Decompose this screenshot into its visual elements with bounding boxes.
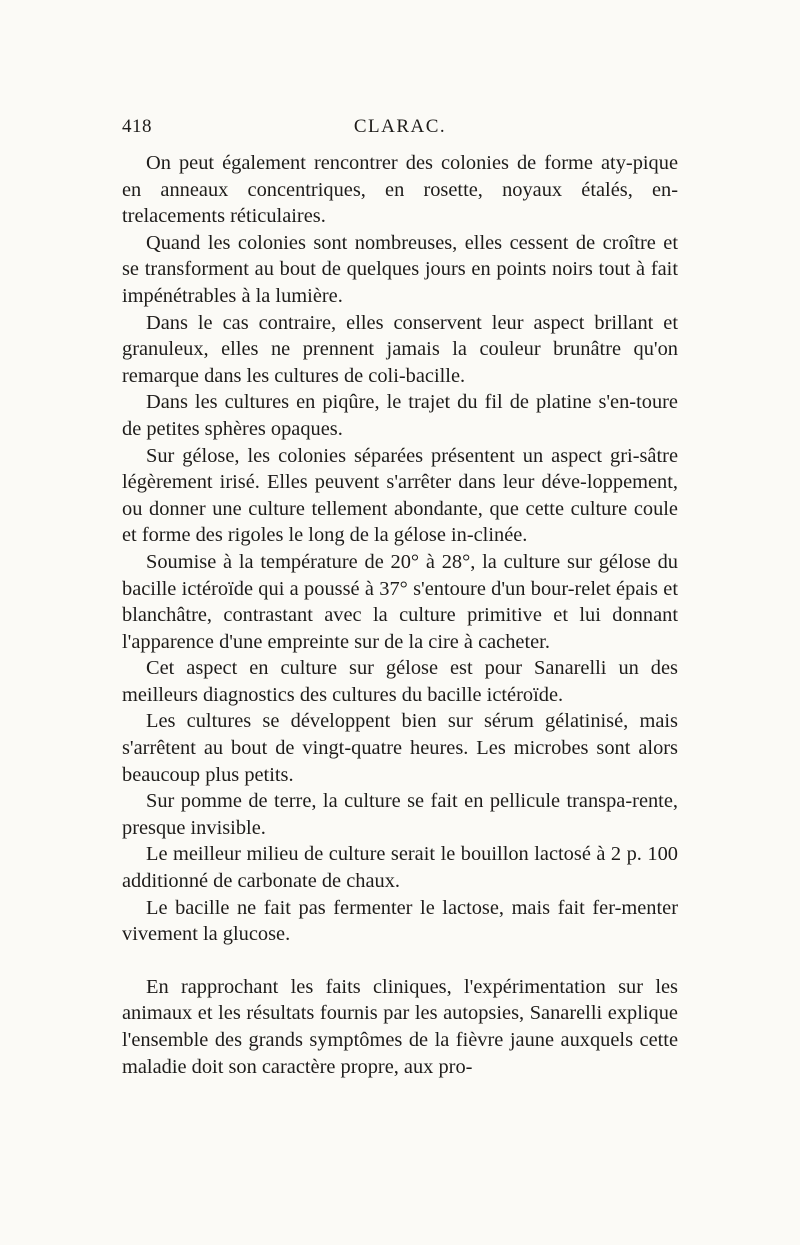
paragraph: Dans les cultures en piqûre, le trajet du fil de platine s'en-toure de petites sphères opaques. [122, 391, 678, 440]
paragraph: En rapprochant les faits cliniques, l'expérimentation sur les animaux et les résultats fournis par les autopsies, Sanarelli explique l'ensemble des grands symptômes de la fièvre jaune auxquels cette maladie doit son caractère propre, aux pro- [122, 975, 678, 1078]
paragraph: Dans le cas contraire, elles conservent leur aspect brillant et granuleux, elles ne prennent jamais la couleur brunâtre qu'on remarque dans les cultures de coli-bacille. [122, 311, 678, 387]
page-number: 418 [122, 116, 152, 137]
page-header [122, 116, 678, 144]
paragraph: On peut également rencontrer des colonies de forme aty-pique en anneaux concentriques, en rosette, noyaux étalés, en-trelacements réticulaires. [122, 152, 678, 228]
paragraph: Le bacille ne fait pas fermenter le lactose, mais fait fer-menter vivement la glucose. [122, 896, 678, 946]
paragraph: Quand les colonies sont nombreuses, elles cessent de croître et se transforment au bout de quelques jours en points noirs tout à fait impénétrables à la lumière. [122, 231, 678, 307]
running-title: CLARAC. [353, 116, 447, 137]
paragraph: Le meilleur milieu de culture serait le bouillon lactosé à 2 p. 100 additionné de carbonate de chaux. [122, 843, 678, 893]
paragraph: Sur pomme de terre, la culture se fait en pellicule transpa-rente, presque invisible. [122, 790, 678, 839]
paragraph: Soumise à la température de 20° à 28°, la culture sur gélose du bacille ictéroïde qui a poussé à 37° s'entoure d'un bour-relet épais et blanchâtre, contrastant avec la culture primitive et lui donnant l'apparence d'une empreinte sur de la cire à cacheter. [122, 550, 678, 653]
paragraph: Cet aspect en culture sur gélose est pour Sanarelli un des meilleurs diagnostics des cultures du bacille ictéroïde. [122, 657, 678, 706]
paragraph: Les cultures se développent bien sur sérum gélatinisé, mais s'arrêtent au bout de vingt-quatre heures. Les microbes sont alors beaucoup plus petits. [122, 710, 678, 786]
body-text [122, 150, 678, 1080]
paragraph: Sur gélose, les colonies séparées présentent un aspect gri-sâtre légèrement irisé. Elles peuvent s'arrêter dans leur déve-loppement, ou donner une culture tellement abondante, que cette culture coule et forme des rigoles le long de la gélose in-clinée. [122, 444, 678, 547]
